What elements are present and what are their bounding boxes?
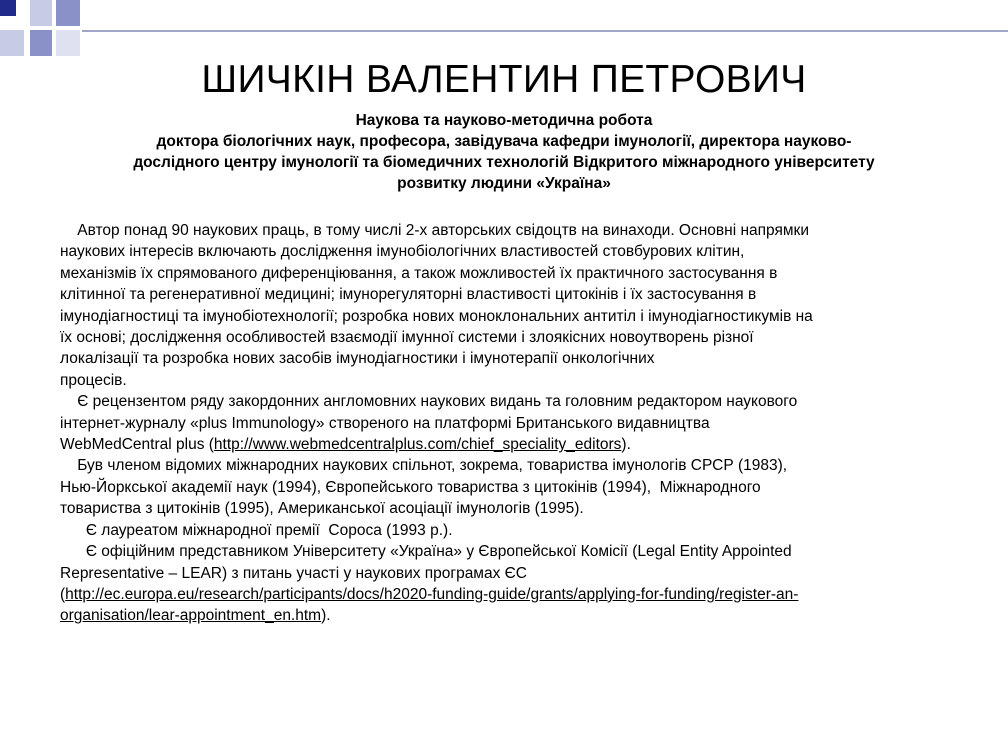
body-line: Є рецензентом ряду закордонних англомовних наукових видань та головним редактором наукового [60, 393, 798, 411]
deco-square [30, 0, 52, 26]
body-line: Є лауреатом міжнародної премії Сороса (1993 р.). [60, 521, 453, 539]
body-line [60, 434, 960, 455]
body-line: процесів. [60, 371, 127, 389]
text-fragment: ). [321, 607, 331, 625]
subtitle-line: Наукова та науково-методична робота [355, 112, 653, 129]
body-text [60, 220, 960, 627]
body-line: наукових інтересів включають дослідження імунобіологічних властивостей стовбурових клітин, [60, 243, 745, 261]
subtitle [40, 110, 968, 194]
deco-square [0, 30, 24, 56]
body-line: Є офіційним представником Університету «Україна» у Європейської Комісії (Legal Entity Appointed [60, 543, 792, 561]
header-decoration [0, 0, 1008, 60]
subtitle-line: дослідного центру імунології та біомедичних технологій Відкритого міжнародного університету [133, 154, 875, 171]
body-line: локалізації та розробка нових засобів імунодіагностики і імунотерапії онкологічних [60, 350, 655, 368]
body-line: імунодіагностиці та імунобіотехнології; розробка нових моноклональних антитіл і імунодіагностикумів на [60, 307, 813, 325]
deco-square [30, 30, 52, 56]
deco-square [0, 0, 16, 16]
body-line: клітинної та регенеративної медицині; імунорегуляторні властивості цитокінів і їх застосування в [60, 286, 757, 304]
header-rule [82, 30, 1008, 32]
webmedcentral-link[interactable]: http://www.webmedcentralplus.com/chief_speciality_editors [213, 436, 622, 454]
page-title: ШИЧКІН ВАЛЕНТИН ПЕТРОВИЧ [201, 58, 807, 101]
deco-square [56, 0, 80, 26]
subtitle-line: розвитку людини «Україна» [397, 175, 611, 192]
body-line: механізмів їх спрямованого диференціювання, а також можливостей їх практичного застосування в [60, 264, 778, 282]
text-fragment: ( [60, 585, 66, 603]
body-line: Був членом відомих міжнародних наукових спільнот, зокрема, товариства імунологів СРСР (1983), [60, 457, 788, 475]
body-line: Representative – LEAR) з питань участі у наукових програмах ЄС [60, 564, 527, 582]
subtitle-line: доктора біологічних наук, професора, завідувача кафедри імунології, директора науково- [156, 133, 852, 150]
body-line [60, 584, 960, 605]
ec-europa-link-cont[interactable]: organisation/lear-appointment_en.htm [60, 607, 322, 625]
body-line: інтернет-журналу «plus Immunology» створеного на платформі Британського видавництва [60, 414, 710, 432]
body-line: товариства з цитокінів (1995), Американської асоціації імунологів (1995). [60, 500, 584, 518]
body-line: Нью-Йоркської академії наук (1994), Європейського товариства з цитокінів (1994), Міжнародного [60, 478, 761, 496]
ec-europa-link[interactable]: http://ec.europa.eu/research/participants/docs/h2020-funding-guide/grants/applying-for-funding/register-an- [65, 585, 799, 603]
body-line: Автор понад 90 наукових праць, в тому числі 2-х авторських свідоцтв на винаходи. Основні напрямки [60, 222, 809, 239]
text-fragment: WebMedCentral plus ( [60, 436, 214, 454]
text-fragment: ). [621, 436, 631, 454]
body-line: їх основі; дослідження особливостей взаємодії імунної системи і злоякісних новоутворень різної [60, 329, 754, 347]
deco-square [56, 30, 80, 56]
body-line [60, 605, 960, 626]
